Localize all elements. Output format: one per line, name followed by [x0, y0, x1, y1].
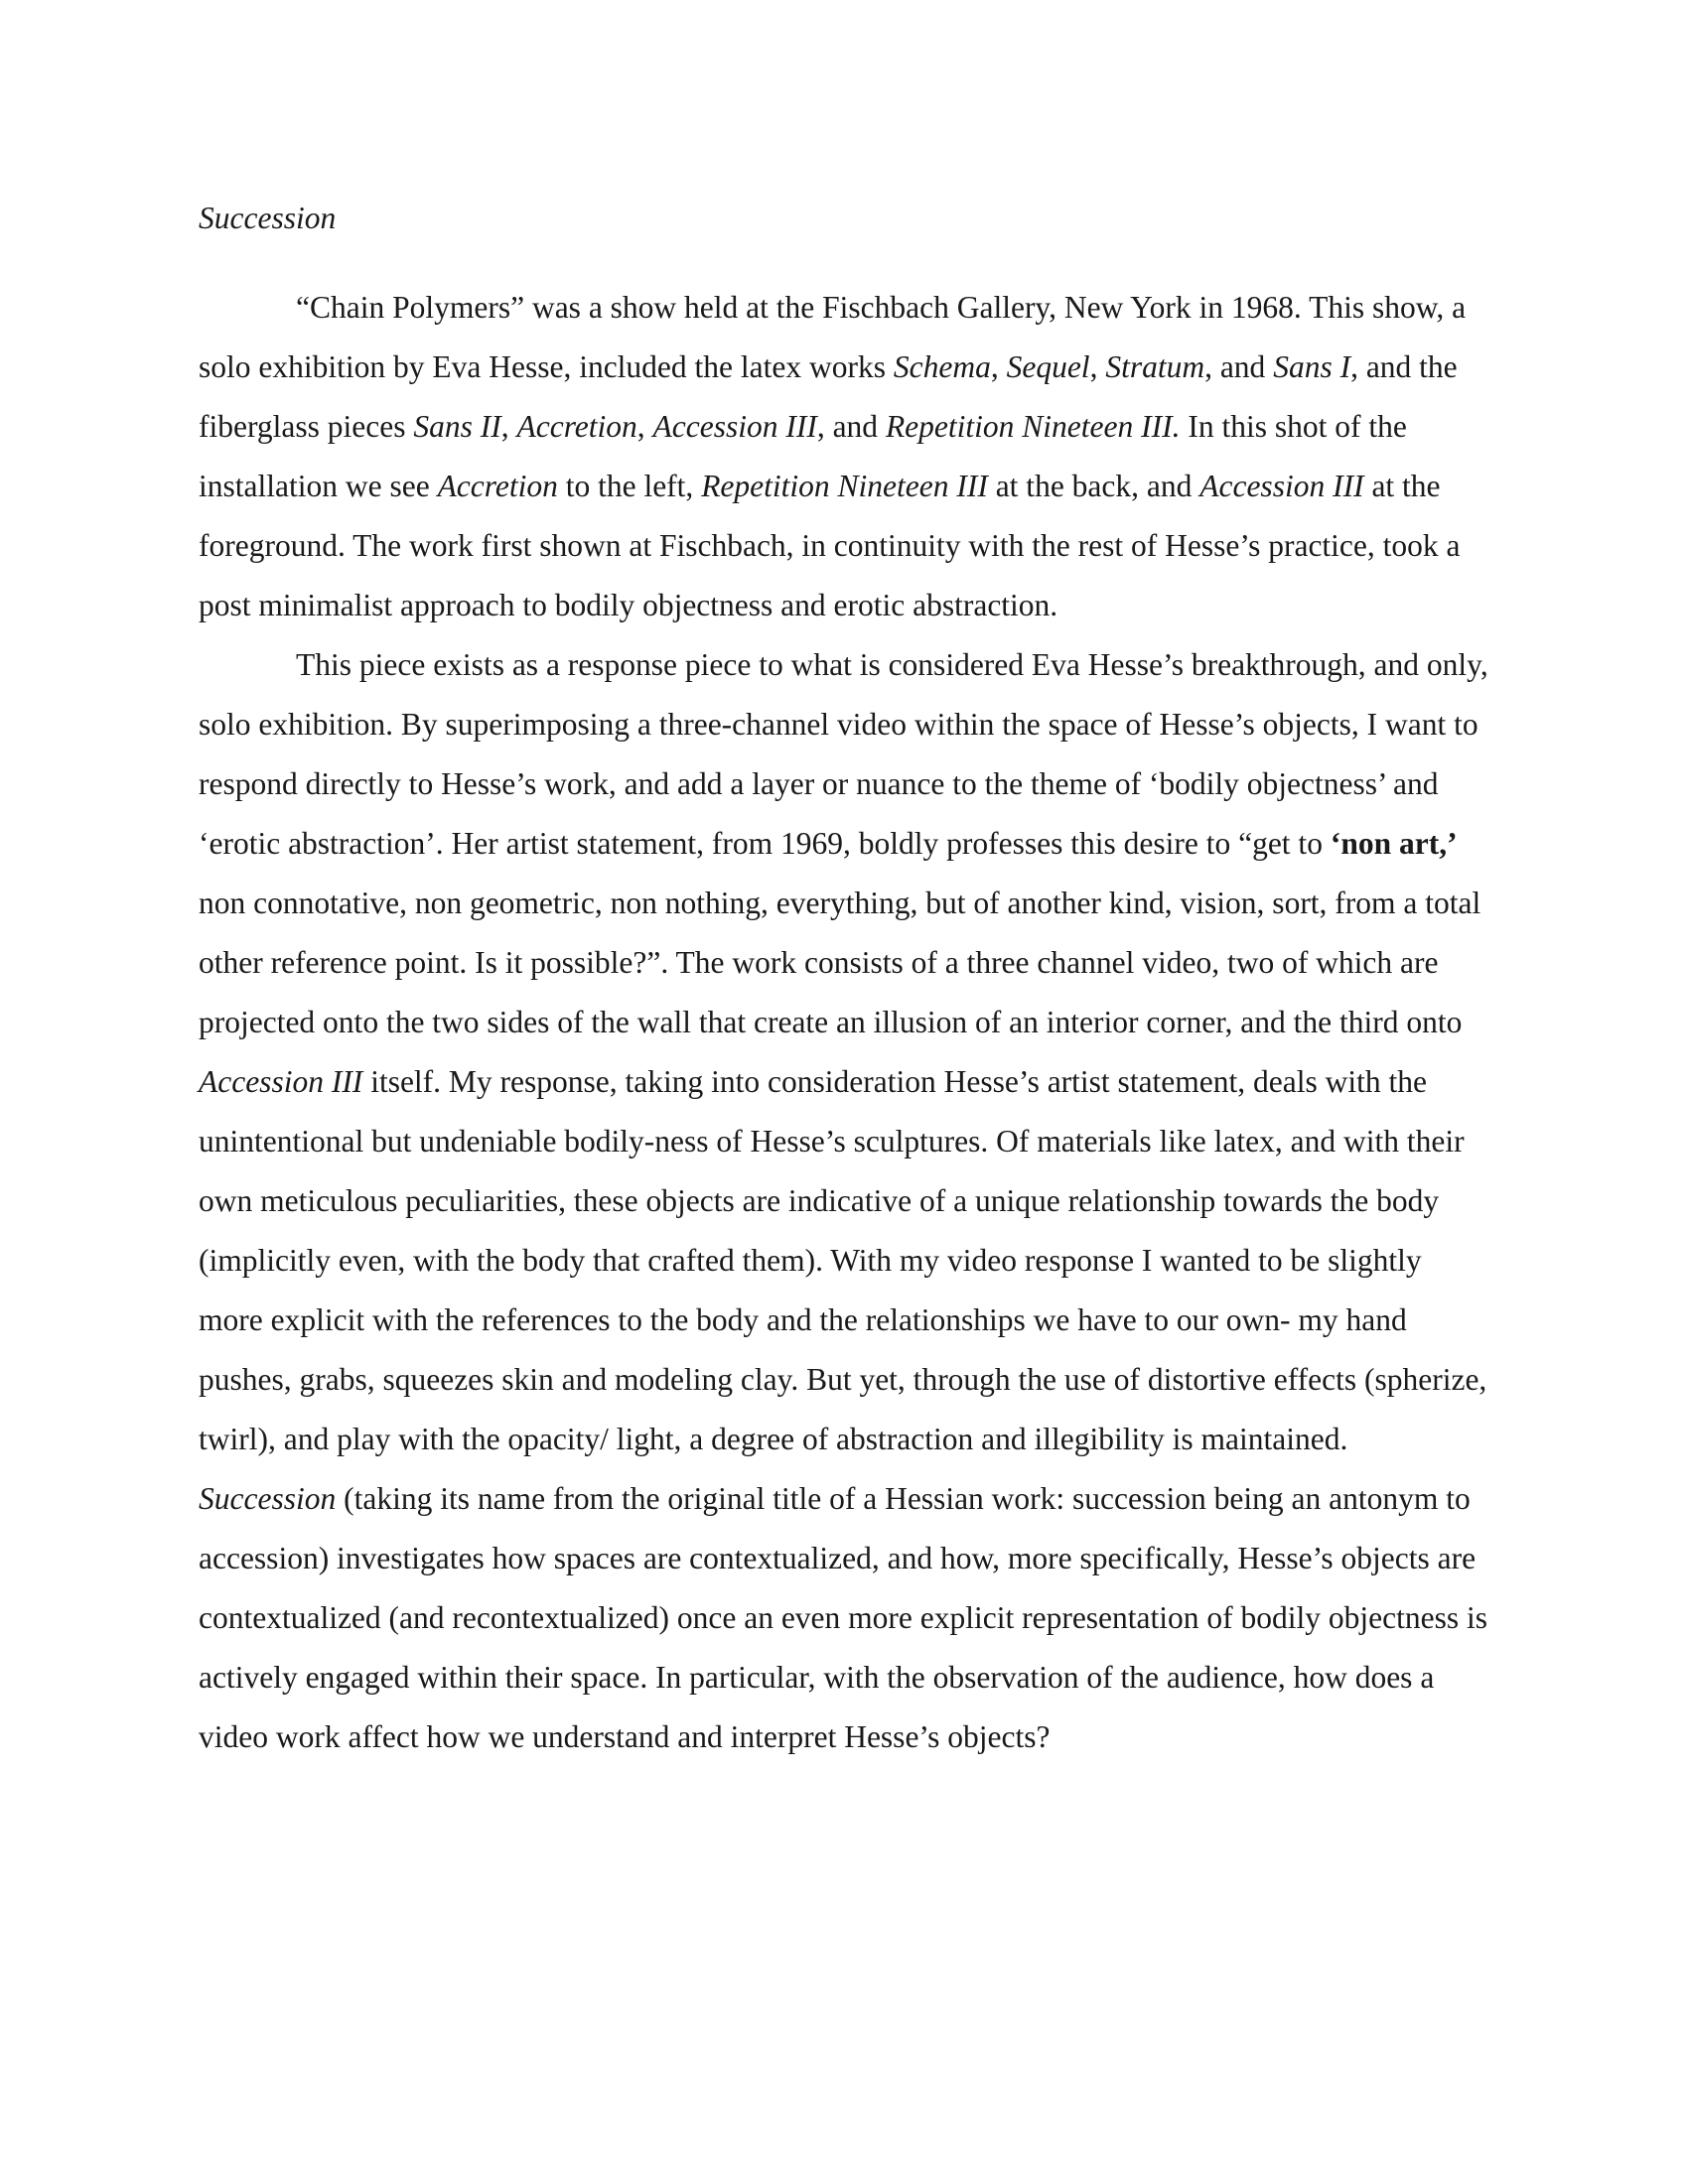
text-run: Sans II	[413, 409, 501, 444]
document-title: Succession	[199, 201, 337, 235]
text-run: Accretion	[437, 469, 558, 503]
text-run: at the back, and	[987, 469, 1200, 503]
text-run: Accession III	[199, 1064, 363, 1099]
text-run: Accession III	[1199, 469, 1364, 503]
text-run: ,	[636, 409, 653, 444]
text-run: Accession III	[652, 409, 817, 444]
text-run: ‘non art,’	[1330, 826, 1458, 861]
text-run: Sans I	[1273, 349, 1351, 384]
text-run: at the foreground. The work first shown at Fischbach, in continuity with the rest of Hesse’s practice, took a post minimalist approach to bodily objectness and erotic abstraction.	[199, 469, 1461, 622]
text-run: Repetition Nineteen III.	[885, 409, 1181, 444]
text-run: itself. My response, taking into consideration Hesse’s artist statement, deals with the unintentional but undeniable bodily-ness of Hesse’s sculptures. Of materials like latex, and with their own meticulous peculiarities, these objects are indicative of a unique relationship towards the body (implicitly even, with the body that crafted them). With my video response I wanted to be slightly more explicit with the references to the body and the relationships we have to our own- my hand pushes, grabs, squeezes skin and modeling clay. But yet, through the use of distortive effects (spherize, twirl), and play with the opacity/ light, a degree of abstraction and illegibility is maintained.	[199, 1064, 1487, 1456]
text-run: Succession	[199, 1481, 337, 1516]
text-run: This piece exists as a response piece to what is considered Eva Hesse’s breakthrough, and only, solo exhibition. By superimposing a three-channel video within the space of Hesse’s objects, I want to respond directly to Hesse’s work, and add a layer or nuance to the theme of ‘bodily objectness’ and ‘erotic abstraction’. Her artist statement, from 1969, boldly professes this desire to “get to	[199, 647, 1488, 861]
text-run: , and	[816, 409, 886, 444]
text-run: Repetition Nineteen III	[701, 469, 988, 503]
text-run: ,	[500, 409, 517, 444]
text-run: “Chain Polymers” was a show held at the Fischbach Gallery, New York in 1968. This show, a solo exhibition by Eva Hesse, included the latex works	[199, 290, 1467, 384]
text-run: Stratum	[1105, 349, 1205, 384]
text-run: ,	[1089, 349, 1106, 384]
paragraph-1	[199, 278, 1489, 635]
text-run: , and	[1204, 349, 1274, 384]
text-run: Sequel	[1006, 349, 1090, 384]
text-run: (taking its name from the original title of a Hessian work: succession being an antonym to accession) investigates how spaces are contextualized, and how, more specifically, Hesse’s objects are contextualized (and recontextualized) once an even more explicit representation of bodily objectness is actively engaged within their space. In particular, with the observation of the audience, how does a video work affect how we understand and interpret Hesse’s objects?	[199, 1481, 1487, 1754]
document-body	[199, 278, 1489, 1767]
paragraph-2	[199, 635, 1489, 1767]
text-run: ,	[990, 349, 1007, 384]
document-page	[199, 0, 1489, 2184]
text-run: Accretion	[516, 409, 637, 444]
text-run: In this shot of the installation we see	[199, 409, 1407, 503]
text-run: non connotative, non geometric, non nothing, everything, but of another kind, vision, sort, from a total other reference point. Is it possible?”. The work consists of a three channel video, two of which are projected onto the two sides of the wall that create an illusion of an interior corner, and the third onto	[199, 886, 1481, 1039]
text-run: to the left,	[557, 469, 702, 503]
text-run: , and the fiberglass pieces	[199, 349, 1458, 444]
text-run: Schema	[893, 349, 991, 384]
